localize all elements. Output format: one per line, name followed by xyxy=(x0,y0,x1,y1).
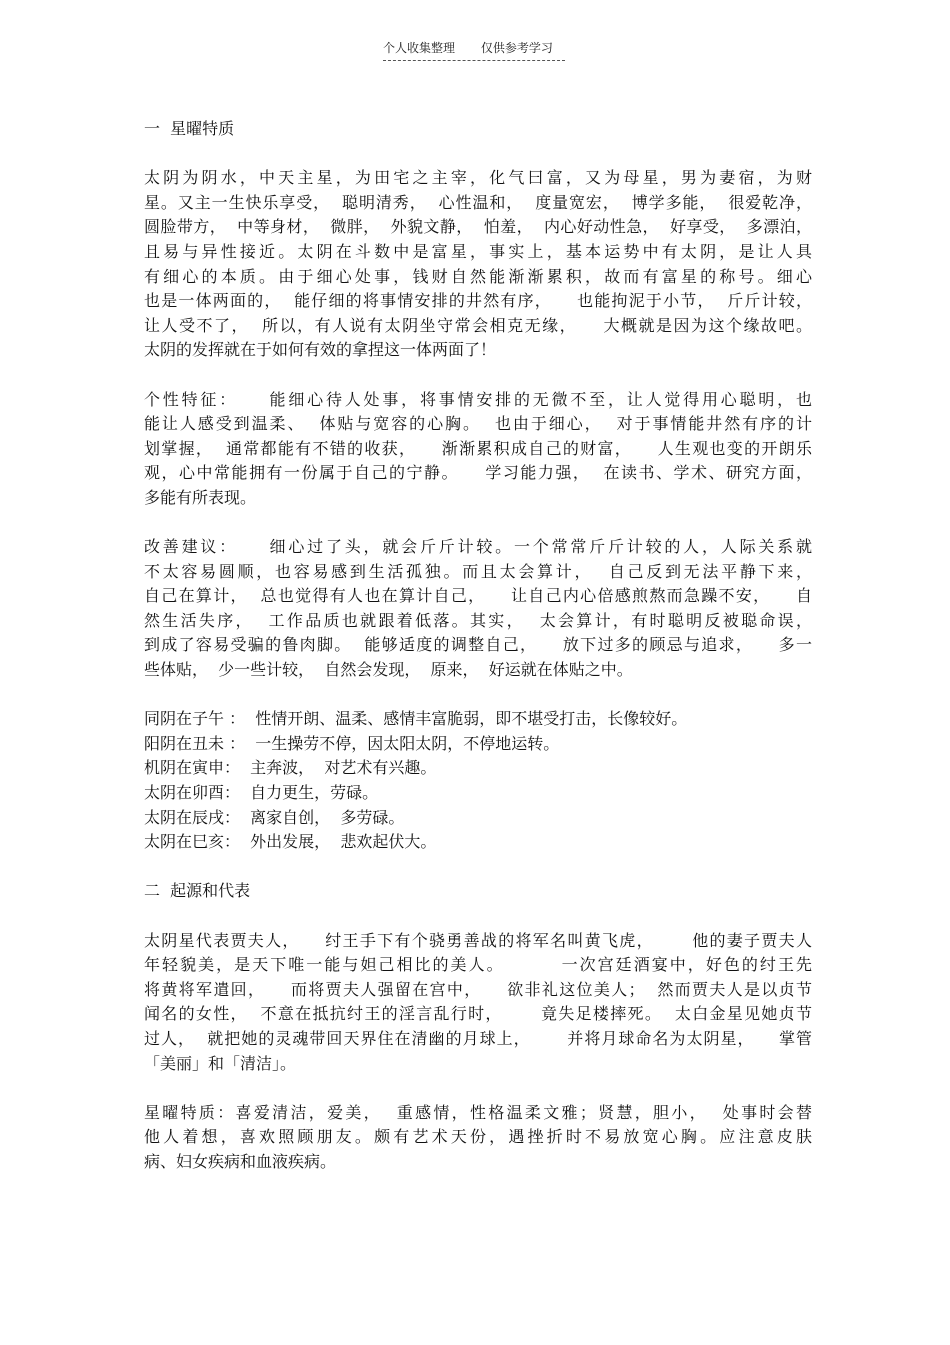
text-line: 改善建议： 细心过了头，就会斤斤计较。一个常常斤斤计较的人，人际关系就 xyxy=(144,537,812,557)
text-line: 然生活失序， 工作品质也就跟着低落。其实， 太会算计，有时聪明反被聪命误， xyxy=(144,610,812,630)
list-item: 阳阴在丑未 ： 一生操劳不停，因太阳太阴，不停地运转。 xyxy=(144,733,560,753)
section-1-paragraph-1 xyxy=(144,166,812,363)
list-item: 太阴在辰戌： 离家自创， 多劳碌。 xyxy=(144,807,405,827)
section-heading-2: 二 起源和代表 xyxy=(144,881,251,901)
text-line: 年轻貌美，是天下唯一能与妲己相比的美人。 一次宫廷酒宴中，好色的纣王先 xyxy=(144,955,812,975)
text-line: 且易与异性接近。太阴在斗数中是富星，事实上，基本运势中有太阴，是让人具 xyxy=(144,241,812,261)
text-line: 他人着想，喜欢照顾朋友。颇有艺术天份，遇挫折时不易放宽心胸。应注意皮肤 xyxy=(144,1127,812,1147)
text-line: 不太容易圆顺，也容易感到生活孤独。而且太会算计， 自己反到无法平静下来， xyxy=(144,561,812,581)
text-line: 过人， 就把她的灵魂带回天界住在清幽的月球上， 并将月球命名为太阴星， 掌管 xyxy=(144,1028,812,1048)
document-body xyxy=(144,117,812,1199)
page-header xyxy=(383,38,565,61)
text-line: 闻名的女性， 不意在抵抗纣王的淫言乱行时， 竟失足楼摔死。 太白金星见她贞节 xyxy=(144,1004,812,1024)
text-line: 划掌握， 通常都能有不错的收获， 渐渐累积成自己的财富， 人生观也变的开朗乐 xyxy=(144,438,812,458)
text-line: 个性特征： 能细心待人处事，将事情安排的无微不至，让人觉得用心聪明，也 xyxy=(144,389,812,409)
text-line: 太阴为阴水，中天主星，为田宅之主宰，化气曰富，又为母星，男为妻宿，为财 xyxy=(144,168,812,188)
text-line: 也是一体两面的， 能仔细的将事情安排的井然有序， 也能拘泥于小节， 斤斤计较， xyxy=(144,291,812,311)
text-line: 圆脸带方， 中等身材， 微胖， 外貌文静， 怕羞， 内心好动性急， 好享受， 多漂泊， xyxy=(144,217,812,237)
header-right-text: 仅供参考学习 xyxy=(480,41,553,55)
text-line: 将黄将军遣回， 而将贾夫人强留在宫中， 欲非礼这位美人； 然而贾夫人是以贞节 xyxy=(144,979,812,999)
text-line: 太阴的发挥就在于如何有效的拿捏这一体两面了！ xyxy=(144,340,497,360)
header-left-text: 个人收集整理 xyxy=(383,41,456,55)
section-heading-1: 一 星曜特质 xyxy=(144,119,235,138)
section-2-paragraph-origin xyxy=(144,929,812,1077)
text-line: 到成了容易受骗的鲁肉脚。 能够适度的调整自己， 放下过多的顾忌与追求， 多一 xyxy=(144,635,812,655)
section-2-paragraph-traits xyxy=(144,1101,812,1175)
text-line: 太阴星代表贾夫人， 纣王手下有个骁勇善战的将军名叫黄飞虎， 他的妻子贾夫人 xyxy=(144,930,812,950)
list-item: 太阴在卯酉： 自力更生，劳碌。 xyxy=(144,783,379,803)
list-item: 同阴在子午 ： 性情开朗、温柔、感情丰富脆弱，即不堪受打击，长像较好。 xyxy=(144,709,688,729)
section-1-paragraph-advice xyxy=(144,535,812,683)
text-line: 有细心的本质。由于细心处事，钱财自然能渐渐累积，故而有富星的称号。细心 xyxy=(144,266,812,286)
text-line: 星。又主一生快乐享受， 聪明清秀， 心性温和， 度量宽宏， 博学多能， 很爱乾净， xyxy=(144,192,812,212)
text-line: 多能有所表现。 xyxy=(144,487,257,507)
text-line: 「美丽」和「清洁」。 xyxy=(144,1053,297,1073)
text-line: 让人受不了， 所以，有人说有太阴坐守常会相克无缘， 大概就是因为这个缘故吧。 xyxy=(144,315,812,335)
text-line: 自己在算计， 总也觉得有人也在算计自己， 让自己内心倍感煎熬而急躁不安， 自 xyxy=(144,586,812,606)
text-line: 星曜特质：喜爱清洁，爱美， 重感情，性格温柔文雅；贤慧，胆小， 处事时会替 xyxy=(144,1102,812,1122)
text-line: 些体贴， 少一些计较， 自然会发现， 原来， 好运就在体贴之中。 xyxy=(144,660,633,680)
star-position-list xyxy=(144,707,812,855)
section-1-paragraph-personality xyxy=(144,388,812,511)
list-item: 机阴在寅申： 主奔波， 对艺术有兴趣。 xyxy=(144,758,437,778)
text-line: 观，心中常能拥有一份属于自己的宁静。 学习能力强， 在读书、学术、研究方面， xyxy=(144,463,812,483)
text-line: 能让人感受到温柔、 体贴与宽容的心胸。 也由于细心， 对于事情能井然有序的计 xyxy=(144,414,812,434)
text-line: 病、妇女疾病和血液疾病。 xyxy=(144,1151,337,1171)
list-item: 太阴在巳亥： 外出发展， 悲欢起伏大。 xyxy=(144,832,437,852)
